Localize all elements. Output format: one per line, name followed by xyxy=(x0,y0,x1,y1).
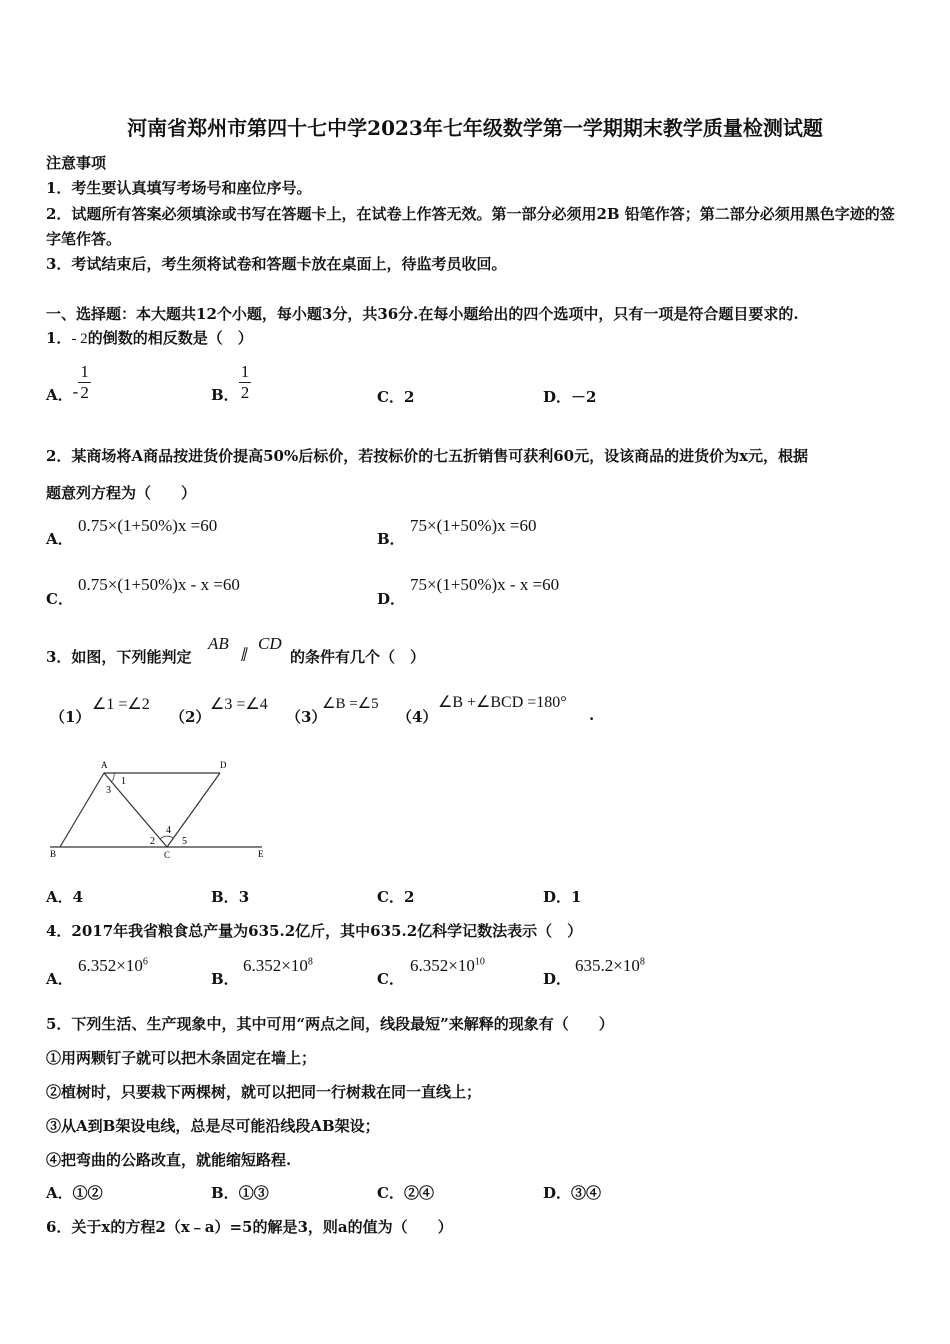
line-dc xyxy=(167,773,220,847)
q4-option-d-label[interactable]: D． xyxy=(543,970,572,988)
exponent: 8 xyxy=(307,956,313,968)
condition-expr: ∠3 =∠4 xyxy=(210,696,268,713)
q1-option-c[interactable] xyxy=(377,386,414,407)
q5-item: ①用两颗钉子就可以把木条固定在墙上； xyxy=(46,1049,317,1067)
exponent: 6 xyxy=(142,956,148,968)
fraction-numerator: 1 xyxy=(240,362,250,381)
option-label: C． xyxy=(377,1184,404,1202)
angle-5: 5 xyxy=(182,836,187,847)
q1-option-a[interactable] xyxy=(46,362,91,405)
q4-option-c-label[interactable]: C． xyxy=(377,970,404,988)
option-label: C． xyxy=(377,388,404,406)
q3-option-d[interactable] xyxy=(543,886,581,907)
label-b: B xyxy=(50,849,57,859)
option-value: 4 xyxy=(72,888,84,906)
base: 635.2×10 xyxy=(575,956,640,975)
q5-option-a[interactable] xyxy=(46,1182,103,1203)
question-expr: - 2 xyxy=(71,331,88,347)
option-value: 2 xyxy=(403,888,415,906)
question-number: 1． xyxy=(46,329,72,347)
question-2-line1: 2．某商场将A商品按进货价提高50%后标价，若按标价的七五折销售可获利60元，设该商品的进货价为x元，根据 xyxy=(46,447,809,465)
condition-label: （1） xyxy=(50,708,91,726)
condition-label: （3） xyxy=(286,708,327,726)
notice-item: 2．试题所有答案必须填涂或书写在答题卡上，在试卷上作答无效。第一部分必须用2B 铅笔作答；第二部分必须用黑色字迹的签字笔作答。 xyxy=(46,205,895,248)
condition-expr: ∠1 =∠2 xyxy=(92,696,150,713)
angle-3: 3 xyxy=(106,785,111,796)
option-label: A． xyxy=(46,386,73,404)
q3-ab: AB xyxy=(208,634,229,653)
q2-option-c-label[interactable]: C． xyxy=(46,590,73,608)
question-text: 的倒数的相反数是（ ） xyxy=(87,329,253,347)
option-label: D． xyxy=(543,1184,572,1202)
q5-item: ③从A到B架设电线，总是尽可能沿线段AB架设； xyxy=(46,1117,380,1135)
q5-item: ②植树时，只要栽下两棵树，就可以把同一行树栽在同一直线上； xyxy=(46,1083,482,1101)
fraction-denominator: 2 xyxy=(80,383,89,402)
question-4: 4．2017年我省粮食总产量为635.2亿斤，其中635.2亿科学记数法表示（ ） xyxy=(46,922,583,940)
q3-option-c[interactable] xyxy=(377,886,414,907)
question-5: 5．下列生活、生产现象中，其中可用“两点之间，线段最短”来解释的现象有（ ） xyxy=(46,1015,614,1033)
parallel-symbol: ∥ xyxy=(240,647,247,662)
question-3-prefix: 3．如图，下列能判定 xyxy=(46,648,192,666)
fraction xyxy=(239,362,252,403)
q1-option-b[interactable] xyxy=(211,362,251,405)
option-label: B． xyxy=(211,1184,239,1202)
option-label: B． xyxy=(211,888,239,906)
q5-option-c[interactable] xyxy=(377,1182,434,1203)
angle-arc-1 xyxy=(111,773,114,782)
fraction-numerator: 1 xyxy=(80,362,89,381)
fraction-denominator: 2 xyxy=(240,383,250,402)
notice-item: 1．考生要认真填写考场号和座位序号。 xyxy=(46,179,312,197)
q2-option-d-label[interactable]: D． xyxy=(377,590,406,608)
q3-cd: CD xyxy=(258,634,282,653)
q4-option-c-expr xyxy=(410,956,485,976)
option-value: 1 xyxy=(571,888,582,906)
q2-option-d-expr: 75×(1+50%)x - x =60 xyxy=(410,575,560,594)
base: 6.352×10 xyxy=(243,956,308,975)
base: 6.352×10 xyxy=(410,956,475,975)
option-value: ②④ xyxy=(403,1184,434,1202)
line-ab xyxy=(60,773,104,847)
option-value: ①② xyxy=(72,1184,103,1202)
label-a: A xyxy=(101,760,108,770)
exponent: 10 xyxy=(474,956,485,968)
option-value: ③④ xyxy=(571,1184,602,1202)
question-1 xyxy=(46,327,253,348)
q4-option-b-label[interactable]: B． xyxy=(211,970,239,988)
label-c: C xyxy=(164,850,171,860)
q3-option-a[interactable] xyxy=(46,886,83,907)
condition-label: （2） xyxy=(170,708,211,726)
angle-4: 4 xyxy=(166,825,171,836)
q4-option-d-expr xyxy=(575,956,645,976)
option-value: －2 xyxy=(571,388,597,406)
angle-arc-2 xyxy=(160,836,173,839)
condition-expr: ∠B +∠BCD =180° xyxy=(438,694,567,711)
question-6: 6．关于x的方程2（x﹣a）=5的解是3，则a的值为（ ） xyxy=(46,1218,453,1236)
q3-option-b[interactable] xyxy=(211,886,249,907)
q2-option-c-expr: 0.75×(1+50%)x - x =60 xyxy=(78,575,240,594)
option-label: C． xyxy=(377,888,404,906)
option-value: 3 xyxy=(238,888,250,906)
q5-item: ④把弯曲的公路改直，就能缩短路程. xyxy=(46,1151,292,1169)
q5-option-d[interactable] xyxy=(543,1182,601,1203)
geometry-figure xyxy=(40,755,280,865)
q2-option-b-expr: 75×(1+50%)x =60 xyxy=(410,516,537,535)
exponent: 8 xyxy=(639,956,645,968)
line-ac xyxy=(104,773,167,847)
q2-option-a-expr: 0.75×(1+50%)x =60 xyxy=(78,516,218,535)
option-label: D． xyxy=(543,888,572,906)
question-3-suffix: 的条件有几个（ ） xyxy=(290,648,426,666)
option-label: D． xyxy=(543,388,572,406)
label-e: E xyxy=(258,849,264,859)
notice-item: 3．考试结束后，考生须将试卷和答题卡放在桌面上，待监考员收回。 xyxy=(46,255,507,273)
option-label: B． xyxy=(211,386,239,404)
condition-expr: ∠B =∠5 xyxy=(322,696,379,712)
q2-option-b-label[interactable]: B． xyxy=(377,530,405,548)
notice-heading: 注意事项 xyxy=(46,154,107,172)
q4-option-b-expr xyxy=(243,956,313,976)
option-label: A． xyxy=(46,888,73,906)
label-d: D xyxy=(220,760,227,770)
option-label: A． xyxy=(46,1184,73,1202)
base: 6.352×10 xyxy=(78,956,143,975)
option-sign: - xyxy=(72,382,79,401)
option-value: ①③ xyxy=(238,1184,269,1202)
q2-option-a-label[interactable]: A． xyxy=(46,530,73,548)
angle-2: 2 xyxy=(150,836,155,847)
q4-option-a-expr xyxy=(78,956,148,976)
option-value: 2 xyxy=(403,388,415,406)
q1-option-d[interactable] xyxy=(543,386,596,407)
q5-option-b[interactable] xyxy=(211,1182,269,1203)
condition-end: . xyxy=(589,706,595,724)
page-title: 河南省郑州市第四十七中学2023年七年级数学第一学期期末教学质量检测试题 xyxy=(127,116,823,140)
fraction xyxy=(78,362,91,403)
section-heading: 一、选择题：本大题共12个小题，每小题3分，共36分.在每小题给出的四个选项中，只有一项是符合题目要求的. xyxy=(46,305,799,323)
condition-label: （4） xyxy=(397,708,438,726)
question-2-line2: 题意列方程为（ ） xyxy=(46,484,197,502)
q4-option-a-label[interactable]: A． xyxy=(46,970,73,988)
angle-1: 1 xyxy=(121,776,126,787)
